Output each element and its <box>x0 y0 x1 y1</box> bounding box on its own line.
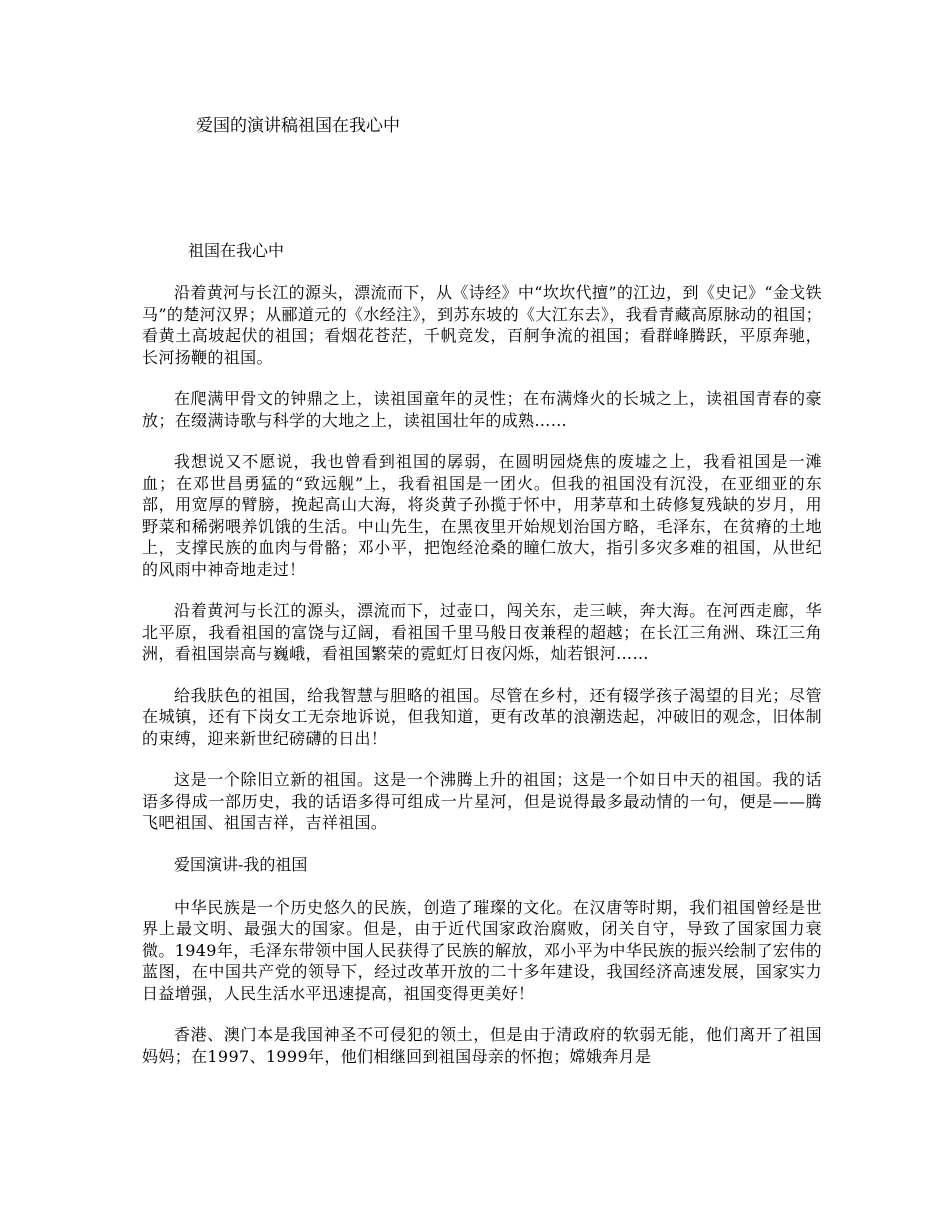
section-heading-my-motherland: 爱国演讲-我的祖国 <box>174 854 308 874</box>
paragraph: 中华民族是一个历史悠久的民族，创造了璀璨的文化。在汉唐等时期，我们祖国曾经是世界上最文明、最强大的国家。但是，由于近代国家政治腐败，闭关自守，导致了国家国力衰微。1949年，毛泽东带领中国人民获得了民族的解放，邓小平为中华民族的振兴绘制了宏伟的蓝图，在中国共产党的领导下，经过改革开放的二十多年建设，我国经济高速发展，国家实力日益增强，人民生活水平迅速提高，祖国变得更美好！ <box>142 897 822 1003</box>
document-body <box>142 240 822 1087</box>
paragraph: 在爬满甲骨文的钟鼎之上，读祖国童年的灵性；在布满烽火的长城之上，读祖国青春的豪放；在缀满诗歌与科学的大地之上，读祖国壮年的成熟…… <box>142 389 822 430</box>
paragraph: 我想说又不愿说，我也曾看到祖国的孱弱，在圆明园烧焦的废墟之上，我看祖国是一滩血；在邓世昌勇猛的“致远舰”上，我看祖国是一团火。但我的祖国没有沉没，在亚细亚的东部，用宽厚的臂膀，挽起高山大海，将炎黄子孙揽于怀中，用茅草和土砖修复残缺的岁月，用野菜和稀粥喂养饥饿的生活。中山先生，在黑夜里开始规划治国方略，毛泽东，在贫瘠的土地上，支撑民族的血肉与骨骼；邓小平，把饱经沧桑的瞳仁放大，指引多灾多难的祖国，从世纪的风雨中神奇地走过！ <box>142 452 822 579</box>
paragraph: 给我肤色的祖国，给我智慧与胆略的祖国。尽管在乡村，还有辍学孩子渴望的目光；尽管在城镇，还有下岗女工无奈地诉说，但我知道，更有改革的浪潮迭起，冲破旧的观念，旧体制的束缚，迎来新世纪磅礴的日出！ <box>142 685 822 748</box>
paragraph: 香港、澳门本是我国神圣不可侵犯的领土，但是由于清政府的软弱无能，他们离开了祖国妈妈；在1997、1999年，他们相继回到祖国母亲的怀抱；嫦娥奔月是 <box>142 1025 822 1066</box>
section-heading-motherland-in-my-heart: 祖国在我心中 <box>188 241 285 260</box>
document-title: 爱国的演讲稿祖国在我心中 <box>196 116 400 136</box>
paragraph: 这是一个除旧立新的祖国。这是一个沸腾上升的祖国；这是一个如日中天的祖国。我的话语多得成一部历史，我的话语多得可组成一片星河，但是说得最多最动情的一句，便是——腾飞吧祖国、祖国吉祥，吉祥祖国。 <box>142 770 822 832</box>
paragraph: 沿着黄河与长江的源头，漂流而下，过壶口，闯关东，走三峡，奔大海。在河西走廊，华北平原，我看祖国的富饶与辽阔，看祖国千里马般日夜兼程的超越；在长江三角洲、珠江三角洲，看祖国崇高与巍峨，看祖国繁荣的霓虹灯日夜闪烁，灿若银河…… <box>142 601 822 663</box>
paragraph: 沿着黄河与长江的源头，漂流而下，从《诗经》中“坎坎代擅”的江边，到《史记》“金戈铁马”的楚河汉界；从郦道元的《水经注》，到苏东坡的《大江东去》，我看青藏高原脉动的祖国；看黄土高坡起伏的祖国；看烟花苍茫，千帆竞发，百舸争流的祖国；看群峰腾跃，平原奔驰，长河扬鞭的祖国。 <box>142 283 822 367</box>
